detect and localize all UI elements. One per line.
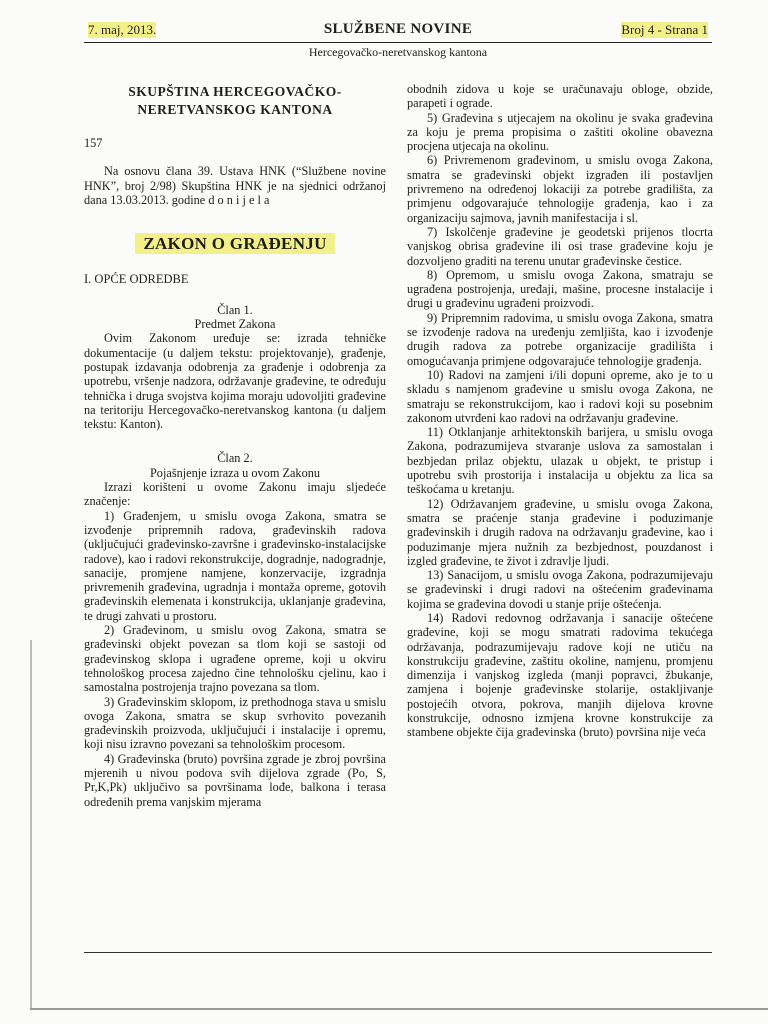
definition-7: 7) Iskolčenje građevine je geodetski prijenos tlocrta vanjskog obrisa građevine ili osi trase građevine koju je dozvoljeno graditi na terenu unutar građevinske čestice. bbox=[407, 224, 713, 268]
definition-11: 11) Otklanjanje arhitektonskih barijera, u smislu ovoga Zakona, podrazumijeva stvaranje uslova za samostalan i bezbjedan prilaz objektu, ulazak u objekt, te pristup i upotrebu svih prostorija i instalacija u objektu za lica sa teškoćama u kretanju. bbox=[407, 425, 713, 497]
article-1-subtitle: Predmet Zakona bbox=[194, 317, 276, 332]
org-name-line1: SKUPŠTINA HERCEGOVAČKO- bbox=[128, 84, 342, 99]
definition-13: 13) Sanacijom, u smislu ovoga Zakona, podrazumijevaju se građevinski i drugi radovi na oštećenim građevinama kojima se građevina dovodi u stanje prije oštećenja. bbox=[407, 568, 713, 611]
definition-2: 2) Građevinom, u smislu ovog Zakona, smatra se građevinski objekt povezan sa tlom koji se sastoji od građevinskog sklopa i ugrađene opreme, koji u okviru tehnološkog procesa zajedno čine tehnološku cjelinu, kao i samostalna postrojenja trajno povezana sa tlom. bbox=[84, 623, 386, 695]
preamble: Na osnovu člana 39. Ustava HNK (“Službene novine HNK”, broj 2/98) Skupština HNK je na sjednici održanoj dana 13.03.2013. godine d o n i j e l a bbox=[84, 164, 386, 207]
definition-12: 12) Održavanjem građevine, u smislu ovoga Zakona, smatra se praćenje stanja građevine i poduzimanje građevinskih i drugih radova na održavanju građevine, kao i poduzimanje mjera nužnih za bezbjednost, pouzdanost i izgled građevine, te život i zdravlje ljudi. bbox=[407, 496, 713, 568]
definition-6: 6) Privremenom građevinom, u smislu ovoga Zakona, smatra se građevinski objekt izgrađen ili postavljen privremeno na određenoj lokaciji za potrebe gradilišta, za primjenu odgovarajuće tehnologije građenja, kao i za organizaciju sajmova, javnih manifestacija i sl. bbox=[407, 153, 713, 225]
definition-4-continued: obodnih zidova u koje se uračunavaju obloge, obzide, parapeti i ograde. bbox=[407, 82, 713, 111]
definition-9: 9) Pripremnim radovima, u smislu ovoga Zakona, smatra se izvođenje radova na uređenju zemljišta, kao i izvođenje drugih radova za potrebe organizacije gradilišta i omogućavanja primjene odgovarajuće tehnologije građenja. bbox=[407, 310, 713, 368]
header-subtitle: Hercegovačko-neretvanskog kantona bbox=[308, 45, 488, 59]
definition-4: 4) Građevinska (bruto) površina zgrade je zbroj površina mjerenih u nivou podova svih dijelova zgrade (Po, S, Pr,K,Pk) uključivo sa površinama lođe, balkona i terasa određenih prema vanjskim mjerama bbox=[84, 751, 386, 809]
org-name-line2: NERETVANSKOG KANTONA bbox=[137, 102, 333, 117]
section-heading: I. OPĆE ODREDBE bbox=[84, 272, 189, 287]
definition-5: 5) Građevina s utjecajem na okolinu je svaka građevina za koju je prema propisima o zaštiti okoline obavezna procjena utjecaja na okolinu. bbox=[407, 110, 713, 154]
definition-8: 8) Opremom, u smislu ovoga Zakona, smatraju se ugrađena postrojenja, uređaji, mašine, procesne instalacije i drugi u građevinu ugrađeni proizvodi. bbox=[407, 267, 713, 311]
article-2-subtitle: Pojašnjenje izraza u ovom Zakonu bbox=[149, 465, 321, 480]
article-2-intro: Izrazi korišteni u ovome Zakonu imaju sljedeće značenje: bbox=[84, 480, 386, 509]
definition-14: 14) Radovi redovnog održavanja i sanacije oštećene građevine, koji se mogu smatrati radovima tekućega održavanja, podrazumijevaju radove koji ne utiču na konstrukciju građevine, zaštitu okoline, namjenu, promjenu dimenzija i vanjskog izgleda (manji popravci, žbukanje, zamjena i bojenje građevinske stolarije, ostakljivanje postojećih otvora, pokrova, manjih dijelova krovne konstrukcije, odnosno izmjena krovne konstrukcije za stambene objekte čija građevinska (bruto) površina nije veća bbox=[407, 610, 713, 740]
left-column bbox=[84, 82, 386, 809]
definition-1: 1) Građenjem, u smislu ovoga Zakona, smatra se izvođenje pripremnih radova, građevinskih radova (uključujući građevinsko-završne i građevinsko-instalacijske radove), kao i radovi rekonstrukcije, dogradnje, nadogradnje, sanacije, promjene namjene, konzervacije, izgradnja privremenih građevina, ugradnja i montaža opreme, gotovih građevinskih elemenata i konstrukcija, uklanjanje građevina, te drugi zahvati u prostoru. bbox=[84, 508, 386, 623]
header-date: 7. maj, 2013. bbox=[88, 22, 157, 37]
scan-edge-left bbox=[30, 640, 32, 1010]
article-1-title: Član 1. bbox=[217, 302, 253, 317]
right-column bbox=[407, 82, 713, 740]
scan-edge-bottom bbox=[30, 1008, 768, 1010]
header-issue: Broj 4 - Strana 1 bbox=[621, 22, 708, 37]
definition-3: 3) Građevinskim sklopom, iz prethodnoga stava u smislu ovoga Zakona, smatra se skup svrhovito povezanih građevinskih proizvoda, uključujući i instalacije i opremu, koji nisu izravno povezani sa tehnološkim procesom. bbox=[84, 694, 386, 752]
page-header bbox=[84, 20, 712, 43]
footer-rule bbox=[84, 952, 712, 953]
article-2-title: Član 2. bbox=[217, 451, 253, 466]
header-title: SLUŽBENE NOVINE bbox=[323, 21, 473, 37]
article-1-text: Ovim Zakonom uređuje se: izrada tehničke dokumentacije (u daljem tekstu: projektovanje), građenje, postupak izdavanja odobrenja za građenje i odobrenja za upotrebu, vršenje nadzora, održavanje građevine, te određuju tehnička i druga svojstva kojima moraju udovoljiti građevine na teritoriju Hercegovačko-neretvanskog kantona (u daljem tekstu: Kanton). bbox=[84, 331, 386, 432]
definition-10: 10) Radovi na zamjeni i/ili dopuni opreme, ako je to u skladu s namjenom građevine u smislu ovoga Zakona, ne smatraju se rekonstrukcijom, kao i radovi koji su posebnim zakonom utvrđeni kao radovi na održavanju građevine. bbox=[407, 367, 713, 425]
law-title-text: ZAKON O GRAĐENJU bbox=[135, 233, 334, 254]
law-title bbox=[84, 234, 386, 254]
act-number: 157 bbox=[84, 136, 103, 150]
